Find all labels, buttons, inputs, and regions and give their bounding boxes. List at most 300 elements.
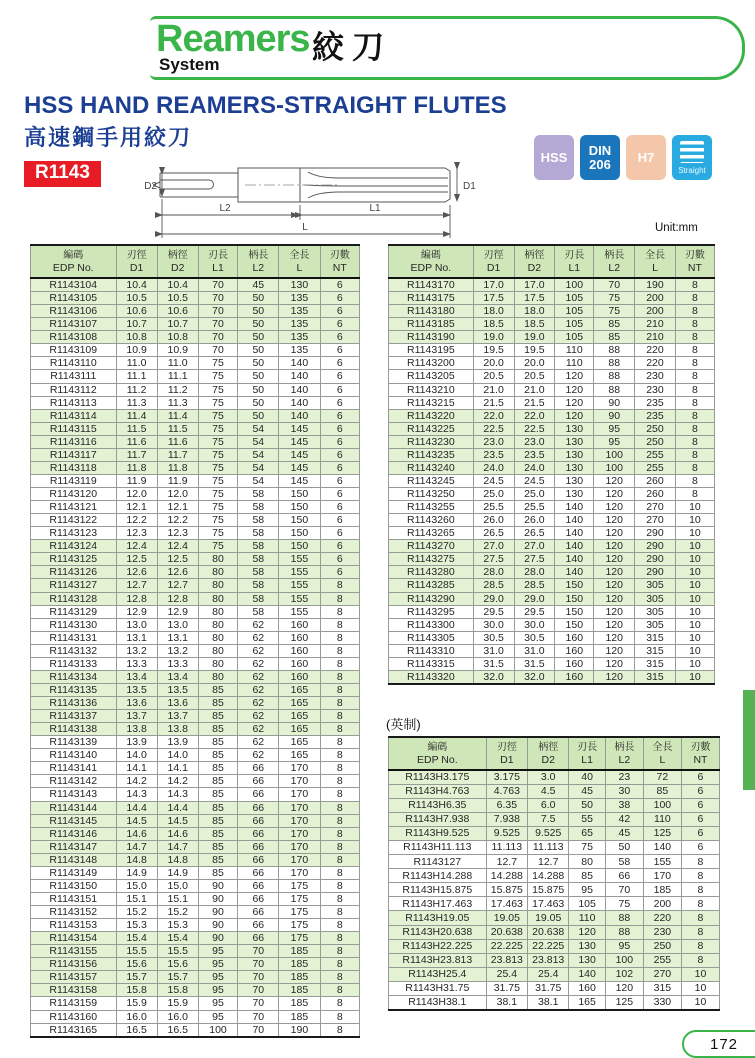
value-cell: 155 [643, 855, 681, 869]
value-cell: 13.3 [157, 657, 198, 670]
value-cell: 260 [635, 488, 676, 501]
value-cell: 6 [320, 448, 360, 461]
value-cell: 21.5 [514, 396, 555, 409]
value-cell: 30.5 [514, 631, 555, 644]
column-header: 編碼 EDP No. [31, 245, 117, 278]
value-cell: 105 [569, 897, 605, 911]
value-cell: 95 [569, 883, 605, 897]
value-cell: 170 [279, 866, 320, 879]
edp-no-cell: R1143130 [31, 618, 117, 631]
value-cell: 8 [675, 305, 714, 318]
edp-no-cell: R1143111 [31, 370, 117, 383]
edp-no-cell: R1143127 [389, 855, 487, 869]
table-row [31, 775, 360, 788]
value-cell: 66 [238, 827, 279, 840]
value-cell: 160 [279, 618, 320, 631]
column-header: 柄長 L2 [238, 245, 279, 278]
value-cell: 66 [605, 869, 643, 883]
value-cell: 6 [681, 770, 719, 784]
table-row [31, 618, 360, 631]
badge-hss: HSS [534, 135, 574, 180]
value-cell: 3.0 [528, 770, 569, 784]
table-row [389, 618, 715, 631]
value-cell: 22.0 [514, 409, 555, 422]
value-cell: 16.5 [116, 1023, 157, 1037]
value-cell: 15.8 [116, 984, 157, 997]
value-cell: 18.0 [473, 305, 514, 318]
value-cell: 13.8 [157, 723, 198, 736]
badge-h7: H7 [626, 135, 666, 180]
value-cell: 54 [238, 474, 279, 487]
value-cell: 120 [594, 474, 635, 487]
table-row [31, 540, 360, 553]
value-cell: 58 [238, 592, 279, 605]
edp-no-cell: R1143138 [31, 723, 117, 736]
value-cell: 58 [238, 488, 279, 501]
section-side-tab [743, 690, 755, 790]
value-cell: 10.9 [157, 344, 198, 357]
value-cell: 155 [279, 566, 320, 579]
value-cell: 85 [198, 827, 237, 840]
value-cell: 28.0 [473, 566, 514, 579]
value-cell: 58 [238, 540, 279, 553]
value-cell: 31.75 [528, 981, 569, 995]
value-cell: 220 [635, 344, 676, 357]
value-cell: 10 [675, 501, 714, 514]
column-header: 刃數 NT [320, 245, 360, 278]
edp-no-cell: R1143135 [31, 683, 117, 696]
value-cell: 20.0 [473, 357, 514, 370]
value-cell: 9.525 [528, 826, 569, 840]
value-cell: 14.0 [157, 749, 198, 762]
value-cell: 10 [675, 644, 714, 657]
column-header: 全長 L [643, 737, 681, 770]
table-row [31, 318, 360, 331]
value-cell: 145 [279, 435, 320, 448]
value-cell: 330 [643, 996, 681, 1010]
value-cell: 120 [594, 514, 635, 527]
value-cell: 130 [555, 435, 594, 448]
value-cell: 80 [198, 592, 237, 605]
value-cell: 6 [320, 370, 360, 383]
value-cell: 120 [594, 631, 635, 644]
value-cell: 24.5 [514, 474, 555, 487]
column-header: 全長 L [635, 245, 676, 278]
value-cell: 14.7 [157, 840, 198, 853]
value-cell: 155 [279, 592, 320, 605]
value-cell: 14.7 [116, 840, 157, 853]
table-row [389, 357, 715, 370]
edp-no-cell: R1143200 [389, 357, 474, 370]
value-cell: 14.288 [486, 869, 527, 883]
table-row [389, 344, 715, 357]
value-cell: 20.0 [514, 357, 555, 370]
value-cell: 120 [594, 527, 635, 540]
value-cell: 85 [198, 866, 237, 879]
table-row [389, 939, 720, 953]
table-row [31, 305, 360, 318]
value-cell: 11.0 [116, 357, 157, 370]
value-cell: 13.4 [157, 670, 198, 683]
table-row [389, 826, 720, 840]
value-cell: 13.6 [116, 697, 157, 710]
value-cell: 10 [675, 657, 714, 670]
value-cell: 150 [555, 592, 594, 605]
value-cell: 62 [238, 749, 279, 762]
value-cell: 8 [320, 827, 360, 840]
table-row [31, 344, 360, 357]
value-cell: 58 [238, 579, 279, 592]
value-cell: 12.1 [116, 501, 157, 514]
value-cell: 150 [279, 540, 320, 553]
value-cell: 8 [320, 775, 360, 788]
value-cell: 85 [569, 869, 605, 883]
value-cell: 10 [675, 631, 714, 644]
value-cell: 7.5 [528, 812, 569, 826]
value-cell: 50 [238, 383, 279, 396]
value-cell: 10 [675, 670, 714, 684]
value-cell: 23 [605, 770, 643, 784]
value-cell: 28.5 [514, 579, 555, 592]
value-cell: 255 [635, 461, 676, 474]
edp-no-cell: R1143185 [389, 318, 474, 331]
value-cell: 13.0 [116, 618, 157, 631]
value-cell: 10.5 [157, 292, 198, 305]
table-row [31, 788, 360, 801]
table-row [31, 814, 360, 827]
value-cell: 25.5 [514, 501, 555, 514]
value-cell: 14.4 [116, 801, 157, 814]
value-cell: 190 [635, 278, 676, 292]
table-row [389, 435, 715, 448]
value-cell: 23.5 [514, 448, 555, 461]
edp-no-cell: R1143195 [389, 344, 474, 357]
value-cell: 14.2 [157, 775, 198, 788]
table-row [389, 305, 715, 318]
value-cell: 80 [569, 855, 605, 869]
value-cell: 6 [320, 318, 360, 331]
value-cell: 8 [320, 618, 360, 631]
value-cell: 14.3 [116, 788, 157, 801]
edp-no-cell: R1143320 [389, 670, 474, 684]
value-cell: 58 [238, 566, 279, 579]
table-row [389, 370, 715, 383]
value-cell: 8 [675, 357, 714, 370]
value-cell: 250 [635, 435, 676, 448]
table-row [389, 840, 720, 854]
value-cell: 14.5 [157, 814, 198, 827]
value-cell: 130 [569, 939, 605, 953]
value-cell: 165 [279, 749, 320, 762]
value-cell: 140 [279, 370, 320, 383]
value-cell: 130 [555, 448, 594, 461]
value-cell: 160 [555, 657, 594, 670]
value-cell: 12.7 [116, 579, 157, 592]
value-cell: 19.0 [473, 331, 514, 344]
value-cell: 66 [238, 919, 279, 932]
value-cell: 6 [320, 357, 360, 370]
edp-no-cell: R1143134 [31, 670, 117, 683]
value-cell: 66 [238, 788, 279, 801]
value-cell: 13.3 [116, 657, 157, 670]
edp-no-cell: R1143117 [31, 448, 117, 461]
value-cell: 54 [238, 435, 279, 448]
value-cell: 50 [238, 331, 279, 344]
value-cell: 6 [320, 305, 360, 318]
value-cell: 70 [238, 945, 279, 958]
value-cell: 16.0 [116, 1010, 157, 1023]
table-row [389, 409, 715, 422]
table-row [31, 605, 360, 618]
value-cell: 13.9 [157, 736, 198, 749]
value-cell: 170 [279, 762, 320, 775]
value-cell: 13.1 [116, 631, 157, 644]
value-cell: 140 [279, 383, 320, 396]
edp-no-cell: R1143142 [31, 775, 117, 788]
value-cell: 88 [594, 370, 635, 383]
value-cell: 66 [238, 906, 279, 919]
value-cell: 165 [279, 710, 320, 723]
value-cell: 11.6 [116, 435, 157, 448]
table-row [31, 409, 360, 422]
page-title: HSS HAND REAMERS-STRAIGHT FLUTES [24, 92, 507, 119]
value-cell: 15.2 [116, 906, 157, 919]
value-cell: 95 [198, 997, 237, 1010]
value-cell: 120 [594, 579, 635, 592]
table-header-row [31, 245, 360, 278]
table-header-row [389, 245, 715, 278]
value-cell: 70 [198, 278, 237, 292]
value-cell: 85 [198, 749, 237, 762]
table-row [31, 827, 360, 840]
table-row [31, 592, 360, 605]
value-cell: 11.9 [116, 474, 157, 487]
value-cell: 80 [198, 657, 237, 670]
value-cell: 8 [681, 855, 719, 869]
value-cell: 13.0 [157, 618, 198, 631]
value-cell: 8 [675, 344, 714, 357]
edp-no-cell: R1143250 [389, 488, 474, 501]
value-cell: 8 [320, 683, 360, 696]
column-header: 編碼 EDP No. [389, 245, 474, 278]
value-cell: 8 [320, 657, 360, 670]
edp-no-cell: R1143124 [31, 540, 117, 553]
value-cell: 8 [675, 409, 714, 422]
value-cell: 14.8 [157, 853, 198, 866]
value-cell: 66 [238, 840, 279, 853]
column-header: 刃徑 D1 [473, 245, 514, 278]
table-row [31, 723, 360, 736]
value-cell: 6 [320, 278, 360, 292]
value-cell: 66 [238, 932, 279, 945]
value-cell: 15.3 [116, 919, 157, 932]
value-cell: 50 [238, 370, 279, 383]
edp-no-cell: R1143132 [31, 644, 117, 657]
value-cell: 23.5 [473, 448, 514, 461]
value-cell: 11.6 [157, 435, 198, 448]
value-cell: 62 [238, 723, 279, 736]
value-cell: 80 [198, 618, 237, 631]
edp-no-cell: R1143153 [31, 919, 117, 932]
value-cell: 75 [198, 370, 237, 383]
column-header: 刃數 NT [675, 245, 714, 278]
value-cell: 145 [279, 461, 320, 474]
value-cell: 17.0 [473, 278, 514, 292]
value-cell: 11.1 [157, 370, 198, 383]
value-cell: 6 [320, 344, 360, 357]
value-cell: 110 [555, 357, 594, 370]
value-cell: 75 [198, 488, 237, 501]
edp-no-cell: R1143108 [31, 331, 117, 344]
value-cell: 15.7 [157, 971, 198, 984]
value-cell: 155 [279, 605, 320, 618]
value-cell: 8 [320, 762, 360, 775]
value-cell: 10 [675, 527, 714, 540]
table-row [389, 631, 715, 644]
table-row [31, 461, 360, 474]
table-row [389, 981, 720, 995]
badge-straight-flutes: Straight [672, 135, 712, 180]
value-cell: 8 [320, 984, 360, 997]
value-cell: 8 [320, 971, 360, 984]
value-cell: 25.4 [528, 967, 569, 981]
edp-no-cell: R1143215 [389, 396, 474, 409]
value-cell: 6 [320, 540, 360, 553]
value-cell: 27.0 [473, 540, 514, 553]
edp-no-cell: R1143107 [31, 318, 117, 331]
value-cell: 25.5 [473, 501, 514, 514]
value-cell: 95 [198, 1010, 237, 1023]
edp-no-cell: R1143154 [31, 932, 117, 945]
value-cell: 27.5 [514, 553, 555, 566]
value-cell: 10.8 [116, 331, 157, 344]
edp-no-cell: R1143315 [389, 657, 474, 670]
value-cell: 6 [681, 784, 719, 798]
edp-no-cell: R1143285 [389, 579, 474, 592]
table-row [389, 448, 715, 461]
value-cell: 88 [594, 344, 635, 357]
value-cell: 10 [675, 540, 714, 553]
value-cell: 10 [681, 967, 719, 981]
metric-table-left-wrap [30, 244, 360, 1038]
table-row [389, 488, 715, 501]
table-row [389, 911, 720, 925]
value-cell: 140 [555, 540, 594, 553]
value-cell: 255 [643, 953, 681, 967]
value-cell: 75 [594, 305, 635, 318]
value-cell: 170 [279, 840, 320, 853]
value-cell: 270 [635, 501, 676, 514]
value-cell: 220 [643, 911, 681, 925]
value-cell: 12.6 [157, 566, 198, 579]
table-row [31, 357, 360, 370]
value-cell: 10 [675, 553, 714, 566]
value-cell: 19.5 [514, 344, 555, 357]
value-cell: 160 [569, 981, 605, 995]
value-cell: 110 [569, 911, 605, 925]
value-cell: 10.7 [116, 318, 157, 331]
edp-no-cell: R1143131 [31, 631, 117, 644]
value-cell: 15.875 [528, 883, 569, 897]
value-cell: 66 [238, 775, 279, 788]
value-cell: 11.1 [116, 370, 157, 383]
table-row [389, 883, 720, 897]
edp-no-cell: R1143109 [31, 344, 117, 357]
value-cell: 230 [635, 370, 676, 383]
value-cell: 75 [198, 527, 237, 540]
value-cell: 19.05 [486, 911, 527, 925]
value-cell: 160 [555, 631, 594, 644]
value-cell: 95 [594, 435, 635, 448]
value-cell: 75 [605, 897, 643, 911]
value-cell: 315 [635, 631, 676, 644]
value-cell: 23.813 [528, 953, 569, 967]
value-cell: 85 [198, 840, 237, 853]
value-cell: 8 [681, 939, 719, 953]
edp-no-cell: R1143104 [31, 278, 117, 292]
value-cell: 6 [320, 331, 360, 344]
edp-no-cell: R1143255 [389, 501, 474, 514]
edp-no-cell: R1143126 [31, 566, 117, 579]
table-row [31, 383, 360, 396]
value-cell: 8 [681, 925, 719, 939]
value-cell: 105 [555, 292, 594, 305]
metric-table-left [30, 244, 360, 1038]
value-cell: 23.813 [486, 953, 527, 967]
value-cell: 8 [320, 801, 360, 814]
value-cell: 140 [643, 840, 681, 854]
table-row [389, 540, 715, 553]
value-cell: 88 [594, 357, 635, 370]
diagram-label-d2: D2 [144, 181, 157, 192]
value-cell: 8 [320, 644, 360, 657]
value-cell: 12.0 [157, 488, 198, 501]
value-cell: 17.5 [473, 292, 514, 305]
value-cell: 175 [279, 906, 320, 919]
edp-no-cell: R1143205 [389, 370, 474, 383]
value-cell: 62 [238, 736, 279, 749]
edp-no-cell: R1143270 [389, 540, 474, 553]
value-cell: 160 [279, 657, 320, 670]
unit-label: Unit:mm [655, 222, 698, 234]
value-cell: 50 [605, 840, 643, 854]
value-cell: 75 [198, 448, 237, 461]
value-cell: 12.5 [157, 553, 198, 566]
value-cell: 135 [279, 318, 320, 331]
value-cell: 21.5 [473, 396, 514, 409]
value-cell: 8 [320, 997, 360, 1010]
value-cell: 18.5 [473, 318, 514, 331]
value-cell: 27.5 [473, 553, 514, 566]
value-cell: 50 [238, 396, 279, 409]
value-cell: 8 [320, 605, 360, 618]
value-cell: 12.4 [157, 540, 198, 553]
edp-no-cell: R1143H4.763 [389, 784, 487, 798]
badge-din-206: DIN 206 [580, 135, 620, 180]
value-cell: 8 [320, 1023, 360, 1037]
value-cell: 25.0 [514, 488, 555, 501]
value-cell: 20.638 [486, 925, 527, 939]
value-cell: 10.7 [157, 318, 198, 331]
value-cell: 90 [198, 892, 237, 905]
value-cell: 165 [279, 683, 320, 696]
value-cell: 135 [279, 344, 320, 357]
value-cell: 62 [238, 644, 279, 657]
value-cell: 95 [198, 945, 237, 958]
value-cell: 11.5 [157, 422, 198, 435]
value-cell: 85 [198, 814, 237, 827]
page-number: 172 [710, 1035, 739, 1053]
